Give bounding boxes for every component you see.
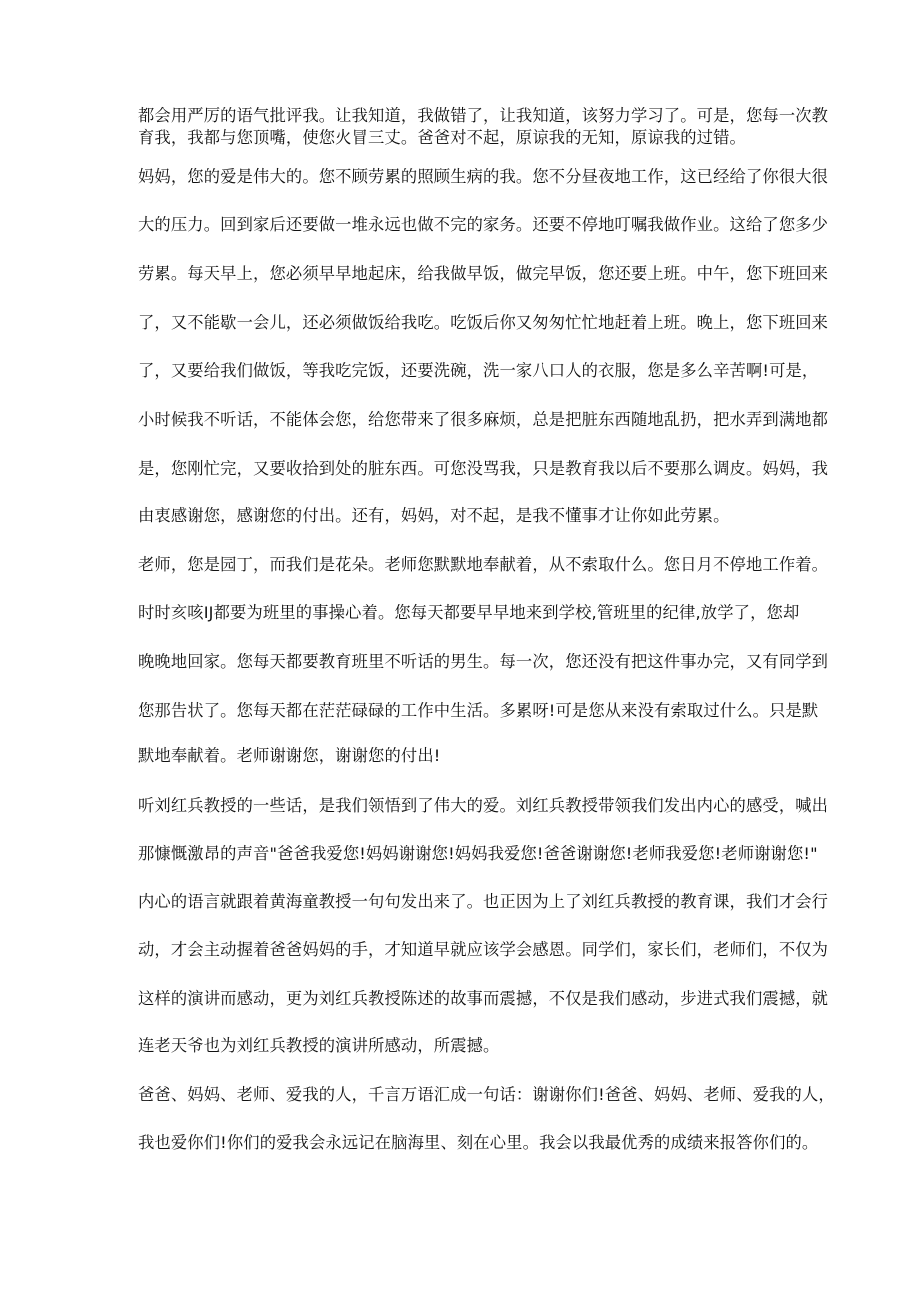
text-line: 内心的语言就跟着黄海童教授一句句发出来了。也正因为上了刘红兵教授的教育课，我们才会行 — [138, 892, 829, 911]
text-line: 了，又不能歇一会儿，还必须做饭给我吃。吃饭后你又匆匆忙忙地赶着上班。晚上，您下班回来 — [138, 313, 829, 332]
text-line: 了，又要给我们做饭，等我吃完饭，还要洗碗，洗一家八口人的衣服，您是多么辛苦啊!可是， — [138, 361, 819, 380]
text-line: 那慷慨激昂的声音"爸爸我爱您!妈妈谢谢您!妈妈我爱您!爸爸谢谢您!老师我爱您!老师谢谢您!" — [138, 844, 818, 863]
text-line: 大的压力。回到家后还要做一堆永远也做不完的家务。还要不停地叮嘱我做作业。这给了您多少 — [138, 215, 829, 234]
text-line: 由衷感谢您，感谢您的付出。还有，妈妈，对不起，是我不懂事才让你如此劳累。 — [138, 506, 730, 525]
text-line: 默地奉献着。老师谢谢您，谢谢您的付出! — [138, 746, 441, 765]
text-line: 是，您刚忙完，又要收拾到处的脏东西。可您没骂我，只是教育我以后不要那么调皮。妈妈，我 — [138, 459, 829, 478]
text-line: 妈妈，您的爱是伟大的。您不顾劳累的照顾生病的我。您不分昼夜地工作，这已经给了你很大很 — [138, 167, 829, 186]
text-line: 动，才会主动握着爸爸妈妈的手，才知道早就应该学会感恩。同学们，家长们，老师们，不仅为 — [138, 940, 829, 959]
text-line: 小时候我不听话，不能体会您，给您带来了很多麻烦，总是把脏东西随地乱扔，把水弄到满地都 — [138, 410, 829, 429]
text-line: 爸爸、妈妈、老师、爱我的人，千言万语汇成一句话：谢谢你们!爸爸、妈妈、老师、爱我的人， — [138, 1085, 835, 1104]
text-line: 晚晚地回家。您每天都要教育班里不听话的男生。每一次，您还没有把这件事办完，又有同学到 — [138, 652, 829, 671]
text-line: 时时亥咳IJ都要为班里的事操心着。您每天都要早早地来到学校,管班里的纪律,放学了，您却 — [138, 603, 800, 622]
text-line: 育我，我都与您顶嘴，使您火冒三丈。爸爸对不起，原谅我的无知，原谅我的过错。 — [138, 128, 746, 147]
text-line: 您那告状了。您每天都在茫茫碌碌的工作中生活。多累呀!可是您从来没有索取过什么。只是默 — [138, 701, 819, 720]
text-line: 连老天爷也为刘红兵教授的演讲所感动，所震撼。 — [138, 1036, 500, 1055]
text-line: 老师，您是园丁，而我们是花朵。老师您默默地奉献着，从不索取什么。您日月不停地工作着。 — [138, 555, 829, 574]
text-line: 劳累。每天早上，您必须早早地起床，给我做早饭，做完早饭，您还要上班。中午，您下班回来 — [138, 264, 829, 283]
text-line: 听刘红兵教授的一些话，是我们领悟到了伟大的爱。刘红兵教授带领我们发出内心的感受，喊出 — [138, 796, 829, 815]
text-line: 都会用严厉的语气批评我。让我知道，我做错了，让我知道，该努力学习了。可是，您每一次教 — [138, 106, 829, 125]
text-line: 这样的演讲而感动，更为刘红兵教授陈述的故事而震撼，不仅是我们感动，步进式我们震撼，就 — [138, 989, 829, 1008]
text-line: 我也爱你们!你们的爱我会永远记在脑海里、刻在心里。我会以我最优秀的成绩来报答你们的。 — [138, 1133, 819, 1152]
